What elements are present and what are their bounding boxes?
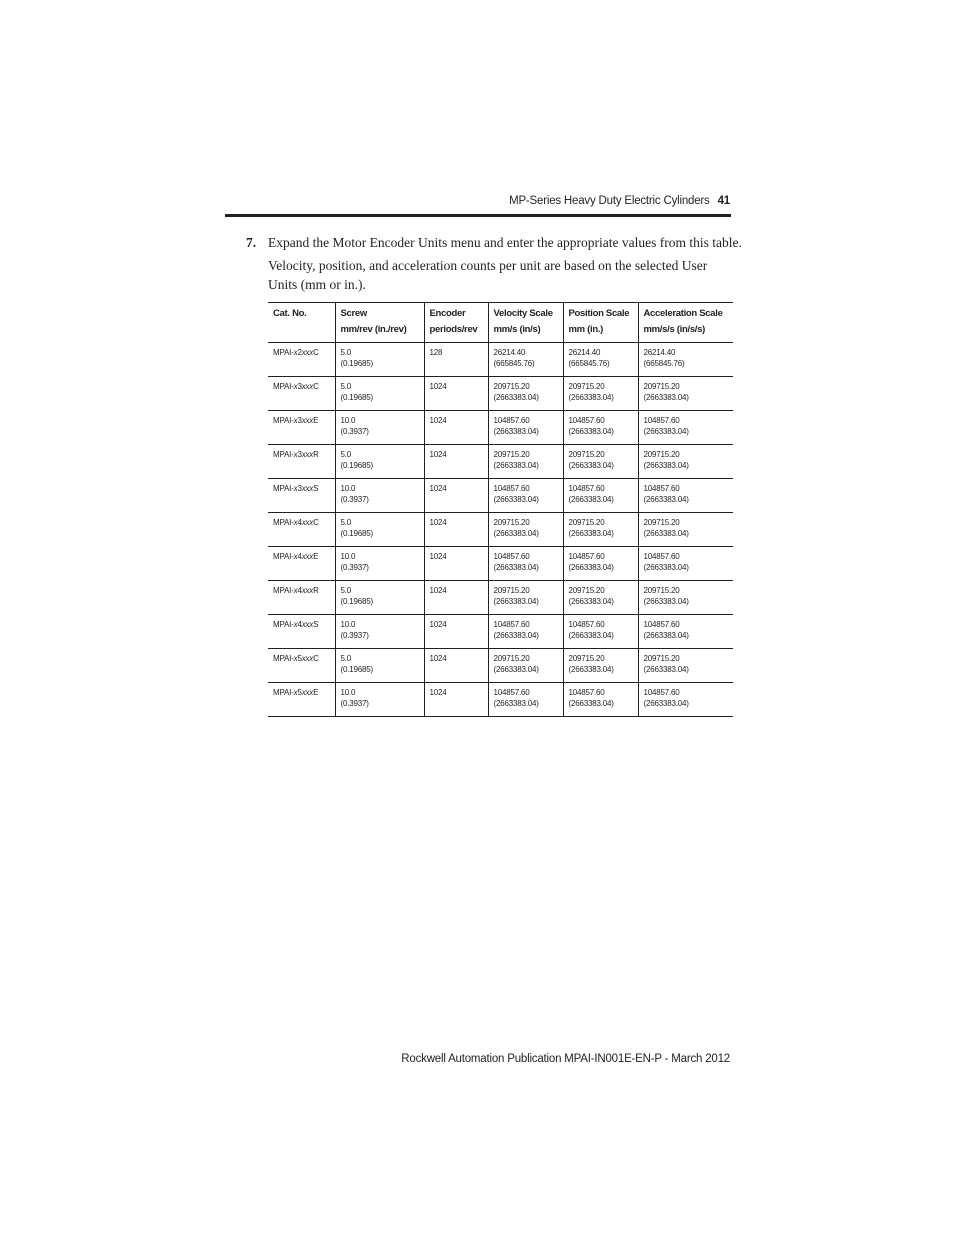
cell-encoder: 1024	[424, 649, 488, 683]
table-row	[268, 547, 733, 581]
table-row	[268, 411, 733, 445]
table-row	[268, 615, 733, 649]
cell-encoder: 1024	[424, 581, 488, 615]
cell-velocity-scale: 209715.20 (2663383.04)	[488, 445, 563, 479]
cell-screw: 5.0 (0.19685)	[335, 649, 424, 683]
col-header-acceleration-scale: Acceleration Scale mm/s/s (in/s/s)	[638, 303, 733, 343]
cell-velocity-scale: 104857.60 (2663383.04)	[488, 479, 563, 513]
cell-screw: 5.0 (0.19685)	[335, 581, 424, 615]
cell-screw: 5.0 (0.19685)	[335, 377, 424, 411]
table-row	[268, 581, 733, 615]
col-header-velocity-scale: Velocity Scale mm/s (in/s)	[488, 303, 563, 343]
header-rule	[225, 214, 731, 217]
table-body	[268, 343, 733, 717]
cell-velocity-scale: 209715.20 (2663383.04)	[488, 513, 563, 547]
table-row	[268, 343, 733, 377]
step-number: 7.	[246, 235, 257, 250]
cell-cat-no: MPAI-x2xxxC	[268, 343, 335, 377]
cell-acceleration-scale: 209715.20 (2663383.04)	[638, 581, 733, 615]
cell-velocity-scale: 209715.20 (2663383.04)	[488, 581, 563, 615]
cell-encoder: 1024	[424, 615, 488, 649]
cell-screw: 5.0 (0.19685)	[335, 343, 424, 377]
table-header-row	[268, 303, 733, 343]
col-header-position-scale: Position Scale mm (in.)	[563, 303, 638, 343]
cell-position-scale: 104857.60 (2663383.04)	[563, 683, 638, 717]
col-header-encoder: Encoder periods/rev	[424, 303, 488, 343]
cell-velocity-scale: 209715.20 (2663383.04)	[488, 649, 563, 683]
cell-position-scale: 104857.60 (2663383.04)	[563, 547, 638, 581]
cell-cat-no: MPAI-x3xxxR	[268, 445, 335, 479]
cell-velocity-scale: 209715.20 (2663383.04)	[488, 377, 563, 411]
cell-acceleration-scale: 104857.60 (2663383.04)	[638, 547, 733, 581]
cell-screw: 10.0 (0.3937)	[335, 683, 424, 717]
table-row	[268, 649, 733, 683]
cell-acceleration-scale: 104857.60 (2663383.04)	[638, 479, 733, 513]
cell-encoder: 1024	[424, 547, 488, 581]
cell-screw: 10.0 (0.3937)	[335, 547, 424, 581]
cell-cat-no: MPAI-x4xxxE	[268, 547, 335, 581]
cell-acceleration-scale: 104857.60 (2663383.04)	[638, 615, 733, 649]
cell-velocity-scale: 104857.60 (2663383.04)	[488, 683, 563, 717]
cell-screw: 10.0 (0.3937)	[335, 411, 424, 445]
cell-cat-no: MPAI-x4xxxC	[268, 513, 335, 547]
cell-cat-no: MPAI-x3xxxE	[268, 411, 335, 445]
cell-cat-no: MPAI-x4xxxS	[268, 615, 335, 649]
cell-velocity-scale: 26214.40 (665845.76)	[488, 343, 563, 377]
encoder-units-table	[268, 302, 733, 717]
cell-position-scale: 104857.60 (2663383.04)	[563, 615, 638, 649]
cell-velocity-scale: 104857.60 (2663383.04)	[488, 547, 563, 581]
cell-encoder: 1024	[424, 445, 488, 479]
cell-cat-no: MPAI-x5xxxE	[268, 683, 335, 717]
cell-position-scale: 26214.40 (665845.76)	[563, 343, 638, 377]
cell-position-scale: 104857.60 (2663383.04)	[563, 411, 638, 445]
cell-cat-no: MPAI-x3xxxC	[268, 377, 335, 411]
cell-acceleration-scale: 104857.60 (2663383.04)	[638, 411, 733, 445]
table-row	[268, 377, 733, 411]
cell-position-scale: 209715.20 (2663383.04)	[563, 445, 638, 479]
cell-cat-no: MPAI-x5xxxC	[268, 649, 335, 683]
cell-encoder: 1024	[424, 377, 488, 411]
step-note: Velocity, position, and acceleration counts per unit are based on the selected User Units (mm or in.).	[268, 258, 708, 292]
table-row	[268, 479, 733, 513]
cell-encoder: 1024	[424, 683, 488, 717]
step-text: Expand the Motor Encoder Units menu and enter the appropriate values from this table.	[268, 235, 742, 250]
cell-position-scale: 209715.20 (2663383.04)	[563, 581, 638, 615]
col-header-screw: Screw mm/rev (in./rev)	[335, 303, 424, 343]
running-header	[225, 191, 730, 211]
cell-position-scale: 209715.20 (2663383.04)	[563, 377, 638, 411]
table-row	[268, 683, 733, 717]
cell-velocity-scale: 104857.60 (2663383.04)	[488, 411, 563, 445]
cell-screw: 5.0 (0.19685)	[335, 445, 424, 479]
cell-acceleration-scale: 26214.40 (665845.76)	[638, 343, 733, 377]
cell-cat-no: MPAI-x3xxxS	[268, 479, 335, 513]
cell-encoder: 1024	[424, 479, 488, 513]
table-row	[268, 445, 733, 479]
cell-encoder: 1024	[424, 411, 488, 445]
table-row	[268, 513, 733, 547]
cell-cat-no: MPAI-x4xxxR	[268, 581, 335, 615]
cell-acceleration-scale: 209715.20 (2663383.04)	[638, 649, 733, 683]
publication-footer: Rockwell Automation Publication MPAI-IN001E-EN-P - March 2012	[401, 1053, 730, 1065]
cell-encoder: 128	[424, 343, 488, 377]
col-header-cat-no: Cat. No.	[268, 303, 335, 343]
cell-position-scale: 209715.20 (2663383.04)	[563, 513, 638, 547]
cell-position-scale: 104857.60 (2663383.04)	[563, 479, 638, 513]
cell-screw: 10.0 (0.3937)	[335, 615, 424, 649]
cell-acceleration-scale: 209715.20 (2663383.04)	[638, 445, 733, 479]
running-title: MP-Series Heavy Duty Electric Cylinders	[509, 195, 710, 207]
cell-acceleration-scale: 104857.60 (2663383.04)	[638, 683, 733, 717]
cell-acceleration-scale: 209715.20 (2663383.04)	[638, 513, 733, 547]
cell-screw: 5.0 (0.19685)	[335, 513, 424, 547]
cell-acceleration-scale: 209715.20 (2663383.04)	[638, 377, 733, 411]
cell-encoder: 1024	[424, 513, 488, 547]
cell-position-scale: 209715.20 (2663383.04)	[563, 649, 638, 683]
cell-screw: 10.0 (0.3937)	[335, 479, 424, 513]
cell-velocity-scale: 104857.60 (2663383.04)	[488, 615, 563, 649]
page-number: 41	[717, 195, 730, 207]
